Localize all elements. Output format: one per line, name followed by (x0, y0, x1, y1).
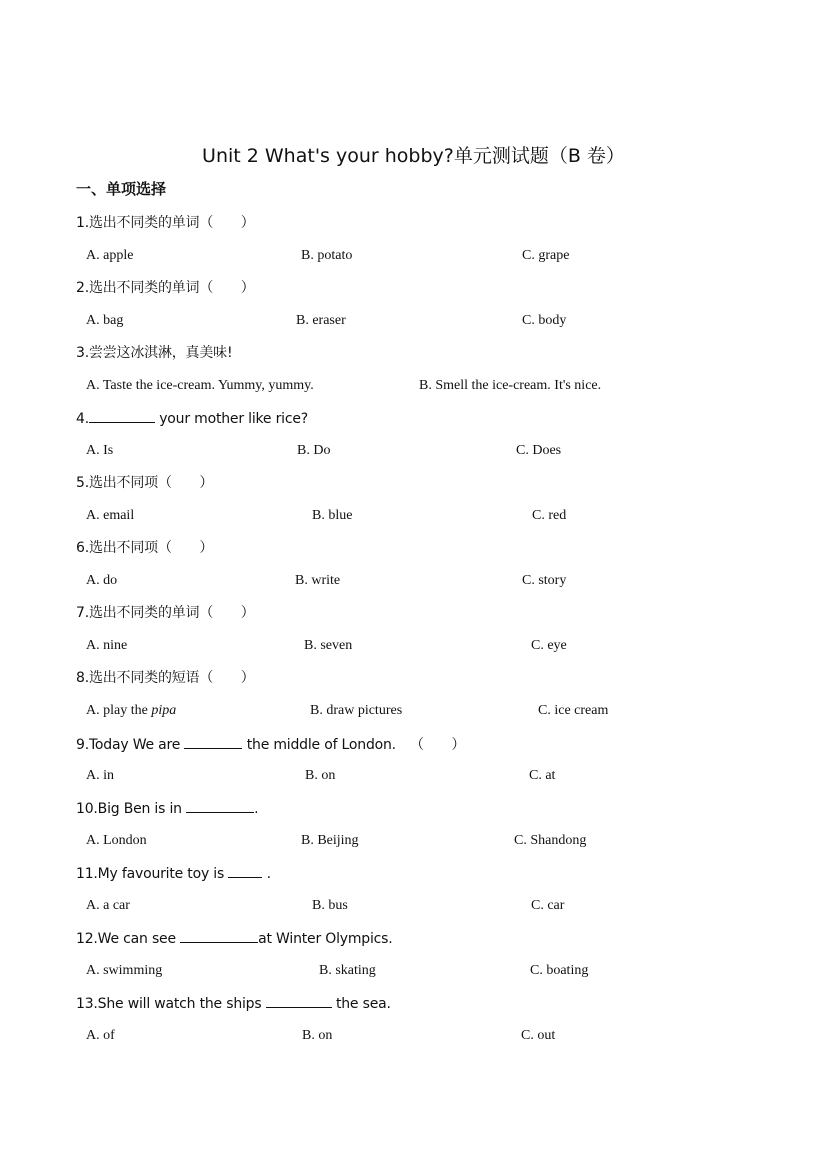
question-11-option-b: B. bus (312, 898, 348, 913)
question-3-stem: 3.尝尝这冰淇淋，真美味! (76, 345, 233, 361)
question-4-stem (76, 409, 308, 427)
question-4-stem-post: your mother like rice? (154, 411, 308, 427)
question-12-stem-pre: 12.We can see (76, 931, 181, 947)
answer-blank (89, 409, 155, 423)
question-10-option-b: B. Beijing (301, 833, 359, 848)
question-9-stem-pre: 9.Today We are (76, 737, 185, 753)
answer-blank (228, 864, 262, 878)
answer-blank (186, 799, 254, 813)
question-6-option-c: C. story (522, 573, 567, 588)
question-10-stem (76, 799, 258, 817)
question-1-option-c: C. grape (522, 248, 570, 263)
question-11-stem-pre: 11.My favourite toy is (76, 866, 229, 882)
question-13-stem-post: the sea. (331, 996, 391, 1012)
question-5-option-a: A. email (86, 508, 135, 523)
question-2-option-c: C. body (522, 313, 567, 328)
question-8-option-c: C. ice cream (538, 703, 609, 718)
answer-blank (184, 735, 242, 749)
question-12-option-a: A. swimming (86, 963, 163, 978)
question-12-option-c: C. boating (530, 963, 589, 978)
question-10-stem-post: . (254, 801, 259, 817)
question-12-option-b: B. skating (319, 963, 376, 978)
question-6-option-a: A. do (86, 573, 118, 588)
question-7-option-b: B. seven (304, 638, 353, 653)
question-5-option-b: B. blue (312, 508, 353, 523)
question-7-option-c: C. eye (531, 638, 567, 653)
question-13-option-c: C. out (521, 1028, 556, 1043)
page-title: Unit 2 What's your hobby?单元测试题（B 卷） (202, 145, 625, 167)
question-3-option-b: B. Smell the ice-cream. It's nice. (419, 378, 602, 393)
question-10-option-c: C. Shandong (514, 833, 587, 848)
question-4-stem-pre: 4. (76, 411, 89, 427)
question-2-stem: 2.选出不同类的单词（ ） (76, 280, 255, 296)
question-1-stem: 1.选出不同类的单词（ ） (76, 215, 255, 231)
question-12-stem (76, 929, 393, 947)
question-4-option-b: B. Do (297, 443, 331, 458)
question-9-option-b: B. on (305, 768, 336, 783)
question-11-option-a: A. a car (86, 898, 130, 913)
question-8-option-a-text: A. play the (86, 703, 152, 718)
question-7-stem: 7.选出不同类的单词（ ） (76, 605, 255, 621)
question-11-stem (76, 864, 271, 882)
question-11-option-c: C. car (531, 898, 565, 913)
question-13-option-a: A. of (86, 1028, 115, 1043)
answer-blank (266, 994, 332, 1008)
question-2-option-b: B. eraser (296, 313, 346, 328)
question-13-stem-pre: 13.She will watch the ships (76, 996, 266, 1012)
question-4-option-a: A. Is (86, 443, 114, 458)
question-13-stem (76, 994, 391, 1012)
answer-blank (180, 929, 258, 943)
question-8-option-b: B. draw pictures (310, 703, 403, 718)
question-1-option-a: A. apple (86, 248, 134, 263)
question-3-option-a: A. Taste the ice-cream. Yummy, yummy. (86, 378, 314, 393)
question-12-stem-post: at Winter Olympics. (258, 931, 393, 947)
question-11-stem-post: . (262, 866, 271, 882)
question-8-stem: 8.选出不同类的短语（ ） (76, 670, 255, 686)
question-9-stem-post: the middle of London. (242, 737, 396, 753)
question-9-option-c: C. at (529, 768, 556, 783)
question-9-answer-paren: （ ） (409, 737, 466, 753)
question-8-option-a-italic: pipa (151, 703, 177, 718)
question-10-option-a: A. London (86, 833, 147, 848)
question-5-stem: 5.选出不同项（ ） (76, 475, 214, 491)
question-2-option-a: A. bag (86, 313, 124, 328)
question-4-option-c: C. Does (516, 443, 562, 458)
question-6-option-b: B. write (295, 573, 341, 588)
section-heading: 一、单项选择 (76, 180, 167, 198)
question-10-stem-pre: 10.Big Ben is in (76, 801, 187, 817)
question-5-option-c: C. red (532, 508, 567, 523)
question-9-option-a: A. in (86, 768, 114, 783)
question-7-option-a: A. nine (86, 638, 128, 653)
question-8-option-a (86, 703, 176, 719)
question-13-option-b: B. on (302, 1028, 333, 1043)
question-1-option-b: B. potato (301, 248, 353, 263)
question-6-stem: 6.选出不同项（ ） (76, 540, 214, 556)
question-9-stem (76, 734, 465, 754)
